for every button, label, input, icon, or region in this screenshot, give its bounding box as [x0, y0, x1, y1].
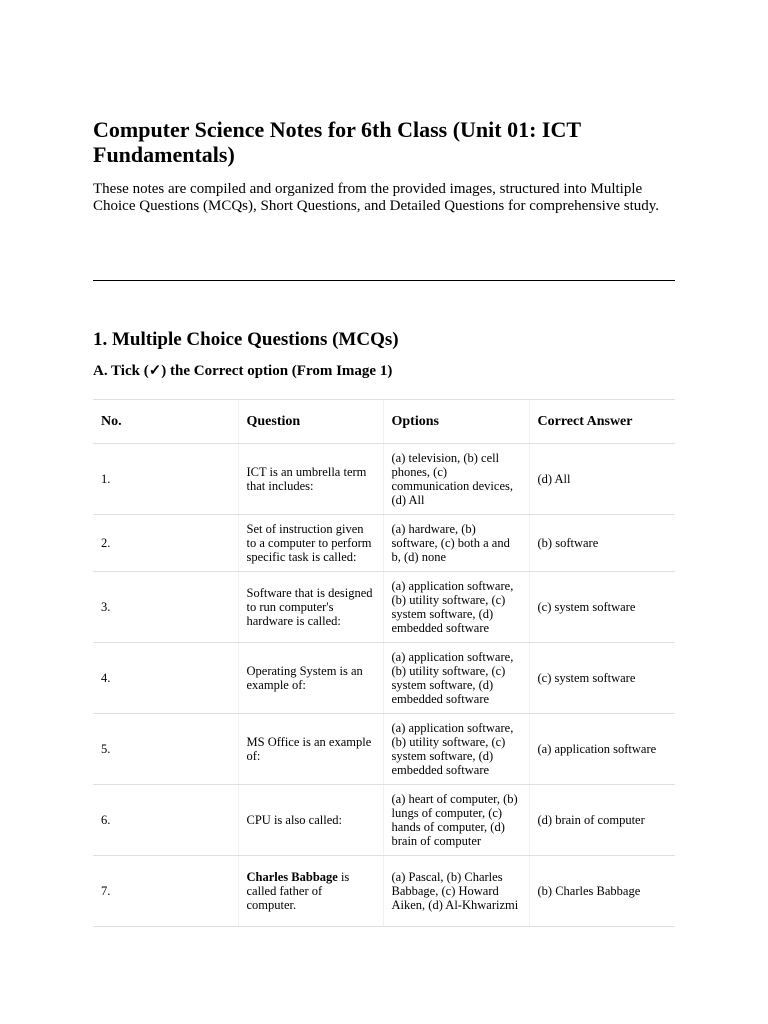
- cell-options: (a) television, (b) cell phones, (c) communication devices, (d) All: [383, 444, 529, 515]
- question-text: is called father of computer.: [246, 870, 350, 912]
- cell-answer: (b) software: [529, 515, 675, 572]
- horizontal-rule: [93, 280, 675, 281]
- cell-no: 3.: [93, 572, 238, 643]
- cell-no: 7.: [93, 856, 238, 927]
- cell-options: (a) heart of computer, (b) lungs of computer, (c) hands of computer, (d) brain of computer: [383, 785, 529, 856]
- cell-options: (a) Pascal, (b) Charles Babbage, (c) Howard Aiken, (d) Al-Khwarizmi: [383, 856, 529, 927]
- header-no: No.: [93, 400, 238, 444]
- cell-answer: (c) system software: [529, 643, 675, 714]
- section-heading: 1. Multiple Choice Questions (MCQs): [93, 329, 399, 350]
- cell-no: 2.: [93, 515, 238, 572]
- question-bold-name: Charles Babbage: [246, 870, 338, 884]
- cell-answer: (a) application software: [529, 714, 675, 785]
- cell-question: Operating System is an example of:: [238, 643, 383, 714]
- table-row: [93, 444, 675, 515]
- cell-question: ICT is an umbrella term that includes:: [238, 444, 383, 515]
- cell-answer: (b) Charles Babbage: [529, 856, 675, 927]
- table-row: [93, 714, 675, 785]
- cell-question: Software that is designed to run computer's hardware is called:: [238, 572, 383, 643]
- table-row: [93, 856, 675, 927]
- table-row: [93, 515, 675, 572]
- cell-no: 6.: [93, 785, 238, 856]
- cell-question: Set of instruction given to a computer to perform specific task is called:: [238, 515, 383, 572]
- cell-answer: (c) system software: [529, 572, 675, 643]
- cell-no: 1.: [93, 444, 238, 515]
- cell-question: MS Office is an example of:: [238, 714, 383, 785]
- intro-paragraph: These notes are compiled and organized from the provided images, structured into Multiple Choice Questions (MCQs), Short Questions, and Detailed Questions for comprehensive study.: [93, 181, 660, 214]
- table-header-row: [93, 400, 675, 444]
- cell-options: (a) hardware, (b) software, (c) both a and b, (d) none: [383, 515, 529, 572]
- cell-question: CPU is also called:: [238, 785, 383, 856]
- cell-answer: (d) brain of computer: [529, 785, 675, 856]
- cell-options: (a) application software, (b) utility software, (c) system software, (d) embedded software: [383, 572, 529, 643]
- cell-question: [238, 856, 383, 927]
- header-correct-answer: Correct Answer: [529, 400, 675, 444]
- table-row: [93, 643, 675, 714]
- page-title: Computer Science Notes for 6th Class (Unit 01: ICT Fundamentals): [93, 117, 581, 167]
- header-options: Options: [383, 400, 529, 444]
- table-row: [93, 572, 675, 643]
- cell-no: 4.: [93, 643, 238, 714]
- table-row: [93, 785, 675, 856]
- header-question: Question: [238, 400, 383, 444]
- section-subheading: A. Tick (✓) the Correct option (From Image 1): [93, 363, 393, 379]
- cell-options: (a) application software, (b) utility software, (c) system software, (d) embedded software: [383, 714, 529, 785]
- cell-options: (a) application software, (b) utility software, (c) system software, (d) embedded software: [383, 643, 529, 714]
- mcq-table: [93, 399, 675, 927]
- cell-answer: (d) All: [529, 444, 675, 515]
- cell-no: 5.: [93, 714, 238, 785]
